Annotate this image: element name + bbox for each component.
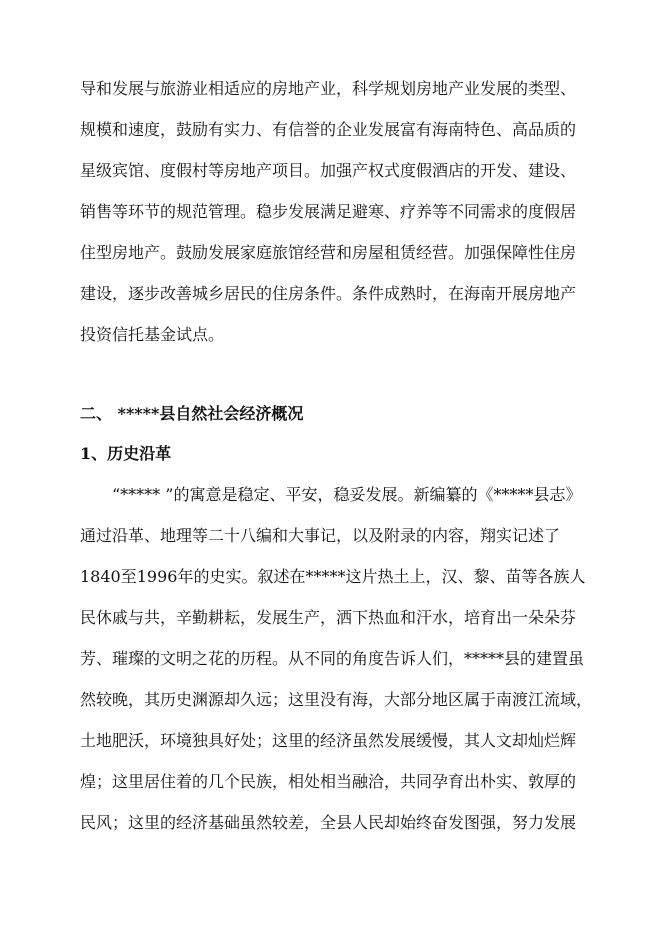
section-heading: 二、 *****县自然社会经济概况: [80, 404, 304, 423]
paragraph-line: 导和发展与旅游业相适应的房地产业，科学规划房地产业发展的类型、: [80, 79, 577, 98]
paragraph-line: 1840至1996年的史实。叙述在*****这片热土上，汉、黎、苗等各族人: [80, 567, 586, 586]
paragraph-line: 民风；这里的经济基础虽然较差，全县人民却始终奋发图强，努力发展: [80, 813, 577, 832]
paragraph-line: 建设，逐步改善城乡居民的住房条件。条件成熟时，在海南开展房地产: [80, 284, 577, 303]
paragraph-line: 民休戚与共，辛勤耕耘，发展生产，洒下热血和汗水，培育出一朵朵芬: [80, 608, 577, 627]
paragraph-line: 住型房地产。鼓励发展家庭旅馆经营和房屋租赁经营。加强保障性住房: [80, 243, 577, 262]
paragraph-history: [80, 474, 593, 843]
paragraph-line: 规模和速度，鼓励有实力、有信誉的企业发展富有海南特色、高品质的: [80, 120, 577, 139]
paragraph-line: 芳、璀璨的文明之花的历程。从不同的角度告诉人们，*****县的建置虽: [80, 649, 585, 668]
subsection-heading: 1、历史沿革: [80, 444, 172, 463]
paragraph-line: 土地肥沃，环境独具好处；这里的经济虽然发展缓慢，其人文却灿烂辉: [80, 731, 577, 750]
paragraph-line: 通过沿革、地理等二十八编和大事记，以及附录的内容，翔实记述了: [80, 526, 561, 545]
paragraph-line: 然较晚，其历史渊源却久远；这里没有海，大部分地区属于南渡江流域，: [80, 690, 593, 709]
paragraph-line: 销售等环节的规范管理。稳步发展满足避寒、疗养等不同需求的度假居: [80, 202, 577, 221]
paragraph-line: 投资信托基金试点。: [80, 325, 225, 344]
paragraph-line: 煌；这里居住着的几个民族，相处相当融洽，共同孕育出朴实、敦厚的: [80, 772, 577, 791]
paragraph-line: “***** ”的寓意是稳定、平安，稳妥发展。新编纂的《*****县志》: [112, 485, 582, 504]
paragraph-real-estate: [80, 68, 580, 355]
paragraph-line: 星级宾馆、度假村等房地产项目。加强产权式度假酒店的开发、建设、: [80, 161, 577, 180]
